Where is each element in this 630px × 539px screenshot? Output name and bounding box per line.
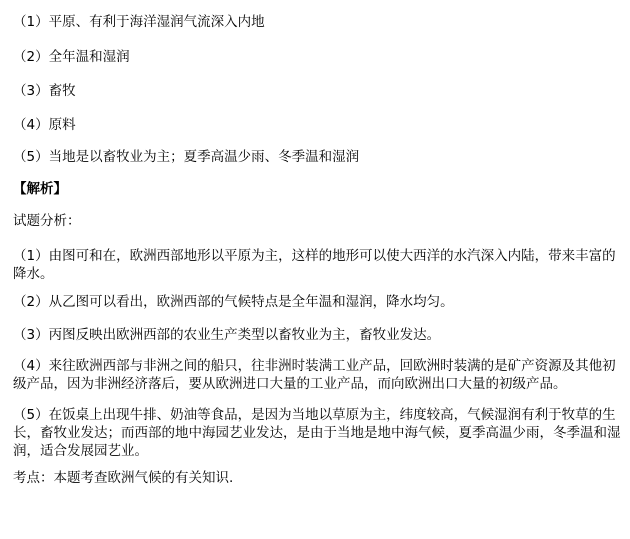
analysis-item-5: （5）在饭桌上出现牛排、奶油等食品，是因为当地以草原为主，纬度较高，气候湿润有利于牧草的生长，畜牧业发达；而西部的地中海园艺业发达，是由于当地是地中海气候，夏季高温少雨，冬季温和湿润，适合发展园艺业。 — [13, 407, 621, 459]
analysis-item-2: （2）从乙图可以看出，欧洲西部的气候特点是全年温和湿润，降水均匀。 — [13, 294, 454, 310]
answer-3: （3）畜牧 — [13, 83, 76, 99]
answer-5: （5）当地是以畜牧业为主；夏季高温少雨、冬季温和湿润 — [13, 149, 360, 165]
answer-1: （1）平原、有利于海洋湿润气流深入内地 — [13, 14, 265, 30]
analysis-item-3: （3）丙图反映出欧洲西部的农业生产类型以畜牧业为主，畜牧业发达。 — [13, 327, 441, 343]
kaodian-note: 考点：本题考查欧洲气候的有关知识. — [13, 470, 234, 486]
analysis-intro: 试题分析： — [13, 213, 81, 229]
answer-2: （2）全年温和湿润 — [13, 49, 130, 65]
analysis-item-4: （4）来往欧洲西部与非洲之间的船只，往非洲时装满工业产品，回欧洲时装满的是矿产资源及其他初级产品，因为非洲经济落后，要从欧洲进口大量的工业产品，而向欧洲出口大量的初级产品。 — [13, 358, 616, 392]
analysis-heading: 【解析】 — [13, 181, 67, 197]
analysis-item-1: （1）由图可和在，欧洲西部地形以平原为主，这样的地形可以使大西洋的水汽深入内陆，带来丰富的降水。 — [13, 248, 616, 282]
answer-4: （4）原料 — [13, 117, 76, 133]
